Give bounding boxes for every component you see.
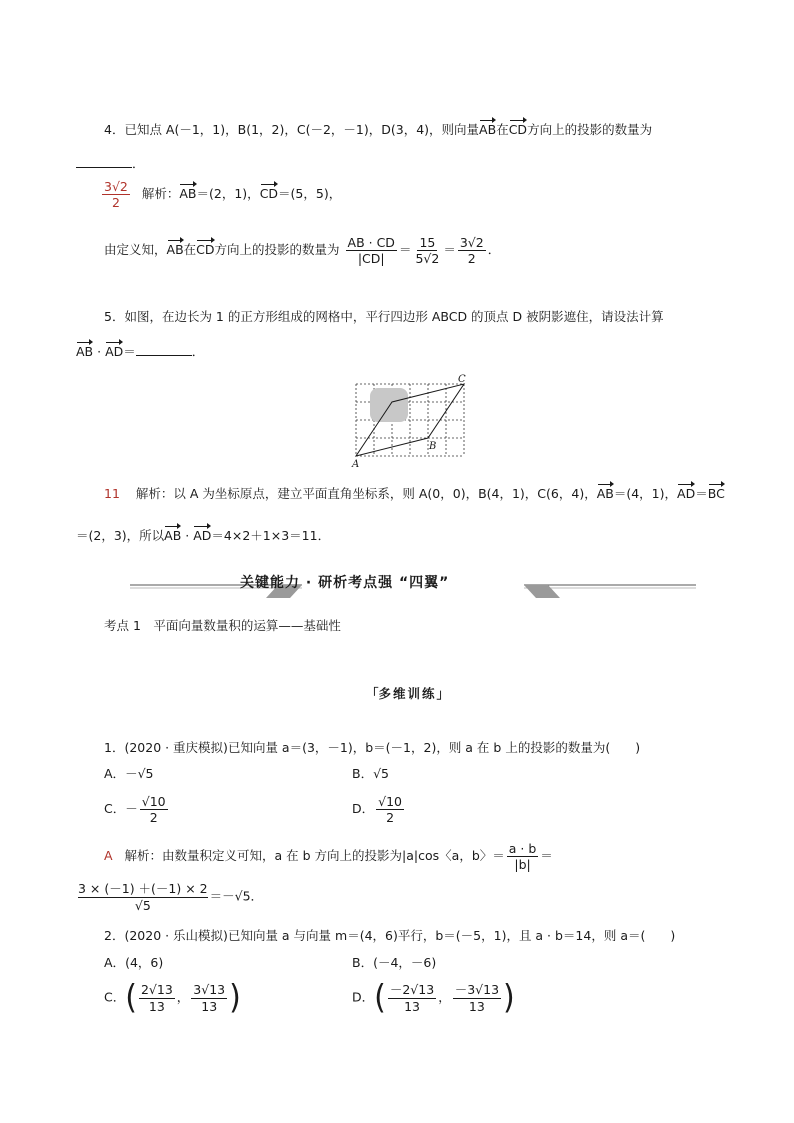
vec-ad: AD (677, 486, 696, 501)
m1-stem: 1．(2020 · 重庆模拟)已知向量 a＝(3，－1)，b＝(－1，2)，则 a 在 b 上的投影的数量为( ) (104, 740, 641, 755)
m2-option-d[interactable] (352, 978, 515, 1017)
label-a: A (352, 459, 360, 468)
bracket-right: 」 (436, 686, 450, 701)
option-label: D． (352, 801, 375, 817)
q4-frac3-den: 2 (467, 251, 476, 267)
m2-option-b[interactable] (352, 957, 436, 970)
frac-den: 2 (149, 810, 158, 826)
shaded-region (370, 388, 408, 422)
vec-ab: AB (166, 242, 184, 258)
vec-ab: AB (596, 486, 614, 501)
q4-stem-end: 方向上的投影的数量为 (527, 122, 653, 137)
option-label: C． (104, 989, 126, 1005)
m1-frac (507, 842, 539, 871)
q4-in: 在 (183, 242, 197, 258)
option-value: －√5 (125, 766, 154, 781)
vec-cd: CD (508, 122, 528, 137)
q4-frac1 (346, 236, 397, 265)
q4-answer-fraction (102, 180, 130, 209)
m1-analysis-line1 (104, 842, 553, 871)
q4-answer-num: 3√2 (104, 179, 128, 194)
frac-num: √10 (378, 794, 403, 809)
subtitle-text: 多维训练 (378, 686, 437, 701)
vec-ab: AB (179, 186, 197, 202)
option-label: A． (104, 955, 126, 970)
frac-den: 13 (201, 998, 218, 1014)
q4-frac3-num: 3√2 (459, 235, 484, 250)
option-value: (－4，－6) (373, 955, 437, 970)
q4-eq: ＝ (443, 242, 456, 258)
q4-answer-line (76, 158, 145, 171)
q4-frac1-num: AB · CD (347, 235, 395, 250)
paren-left: ( (374, 978, 386, 1017)
frac-den: 13 (404, 998, 420, 1014)
vec-cd: CD (196, 242, 215, 258)
option-sign: － (125, 801, 138, 817)
vec-ab: AB (76, 344, 94, 359)
m1-eq: ＝ (540, 848, 553, 864)
section-banner-title: 关键能力 · 研析考点强 “四翼” (240, 575, 450, 591)
q5-period: ． (191, 344, 205, 359)
frac-num: a · b (508, 841, 537, 856)
q5-stem: 5．如图，在边长为 1 的正方形组成的网格中，平行四边形 ABCD 的顶点 D 被阴影遮住，请设法计算 (104, 309, 664, 324)
option-value: (4，6) (125, 955, 164, 970)
frac-den: 13 (468, 998, 485, 1014)
q4-stem (104, 124, 652, 137)
frac-num: －2√13 (389, 982, 435, 998)
vec-ab: AB (164, 528, 182, 543)
m2-opt-d-frac1 (388, 983, 436, 1012)
q4-period: ． (132, 156, 145, 171)
frac-num: －3√13 (454, 982, 500, 998)
m1-answer: A (104, 848, 113, 864)
comma: ， (176, 989, 190, 1005)
q4-frac1-den: |CD| (357, 251, 385, 267)
m1-big-frac (78, 882, 208, 912)
q4-stem-text: 4．已知点 A(－1，1)，B(1，2)，C(－2，－1)，D(3，4)，则向量 (104, 122, 480, 137)
option-label: A． (104, 766, 126, 781)
q4-frac2-den: 5√2 (415, 251, 440, 267)
m1-analysis-text: 解析：由数量积定义可知，a 在 b 方向上的投影为|a|cos〈a，b〉＝ (124, 848, 505, 864)
vec-ad: AD (105, 344, 124, 359)
m2-option-c[interactable] (104, 978, 241, 1017)
frac-num: √10 (141, 794, 166, 809)
q4-analysis-label: 解析： (141, 186, 180, 202)
q4-ab-eq: ＝(2，1)， (196, 186, 260, 202)
q4-in: 在 (496, 122, 509, 137)
q5-dot: · (93, 344, 106, 359)
m1-option-b[interactable] (352, 768, 389, 781)
option-value: √5 (373, 766, 389, 781)
q5-ab-eq: ＝(4，1)， (613, 486, 678, 501)
m2-stem: 2．(2020 · 乐山模拟)已知向量 a 与向量 m＝(4，6)平行，b＝(－5，1)，且 a · b＝14，则 a＝( ) (104, 928, 676, 943)
label-c: C (458, 374, 466, 385)
q4-answer-blank[interactable] (76, 167, 132, 168)
vec-ab: AB (479, 122, 497, 137)
q5-eq: ＝ (123, 344, 136, 359)
paren-left: ( (125, 978, 137, 1017)
q5-blank-line (76, 346, 204, 359)
q4-def-pre: 由定义知， (104, 242, 167, 258)
option-label: B． (352, 955, 374, 970)
q4-end: ． (487, 242, 501, 258)
vec-bc: BC (707, 486, 725, 501)
vec-ad: AD (193, 528, 212, 543)
q4-def-mid: 方向上的投影的数量为 (214, 242, 340, 258)
m2-opt-c-frac2 (191, 983, 227, 1012)
section-title: 考点 1 平面向量数量积的运算——基础性 (104, 618, 341, 633)
q5-analysis-line2 (76, 530, 330, 543)
q5-analysis-text: 解析：以 A 为坐标原点，建立平面直角坐标系，则 A(0，0)，B(4，1)，C(6，4)， (135, 486, 597, 501)
option-label: B． (352, 766, 374, 781)
m1-option-c[interactable] (104, 795, 170, 824)
m1-opt-d-frac (376, 795, 404, 824)
q5-ad-eq: ＝ (695, 486, 708, 501)
q4-frac2-num: 15 (419, 235, 436, 250)
paren-right: ) (229, 978, 241, 1017)
q4-answer-den: 2 (111, 195, 120, 211)
m1-option-a[interactable] (104, 768, 153, 781)
q5-line2-pre: ＝(2，3)，所以 (76, 528, 165, 543)
frac-den: 13 (148, 998, 165, 1014)
q4-analysis-line2 (104, 236, 500, 265)
frac-num: 3√13 (193, 982, 226, 998)
q4-cd-eq: ＝(5，5)， (278, 186, 342, 202)
frac-den: 2 (386, 810, 395, 826)
section-subtitle (366, 688, 449, 701)
q5-line2-post: ＝4×2＋1×3＝11． (211, 528, 331, 543)
q4-analysis-line1 (100, 180, 341, 209)
m2-opt-c-frac1 (139, 983, 175, 1012)
frac-num: 3 × (－1) ＋(－1) × 2 (78, 882, 208, 898)
m1-option-d[interactable] (352, 795, 406, 824)
option-label: C． (104, 801, 126, 817)
frac-den: √5 (134, 898, 151, 914)
vec-cd: CD (259, 186, 279, 202)
option-label: D． (352, 989, 375, 1005)
label-b: B (429, 441, 437, 452)
q5-dot: · (181, 528, 194, 543)
frac-den: |b| (514, 857, 531, 873)
m2-option-a[interactable] (104, 957, 163, 970)
q5-answer: 11 (104, 486, 120, 501)
q4-frac3 (458, 236, 486, 265)
parallelogram-grid-figure (350, 372, 474, 468)
q4-frac2 (413, 236, 441, 265)
q5-answer-blank[interactable] (136, 355, 192, 356)
m1-analysis-line2 (76, 882, 263, 912)
comma: ， (438, 989, 451, 1005)
bracket-left: 「 (366, 686, 379, 701)
m1-result: ＝－√5． (209, 888, 264, 904)
m1-opt-c-frac (140, 795, 168, 824)
m2-opt-d-frac2 (453, 983, 501, 1012)
paren-right: ) (503, 978, 515, 1017)
q5-analysis-line1 (104, 488, 725, 501)
q4-eq: ＝ (398, 242, 412, 258)
frac-num: 2√13 (140, 982, 173, 998)
